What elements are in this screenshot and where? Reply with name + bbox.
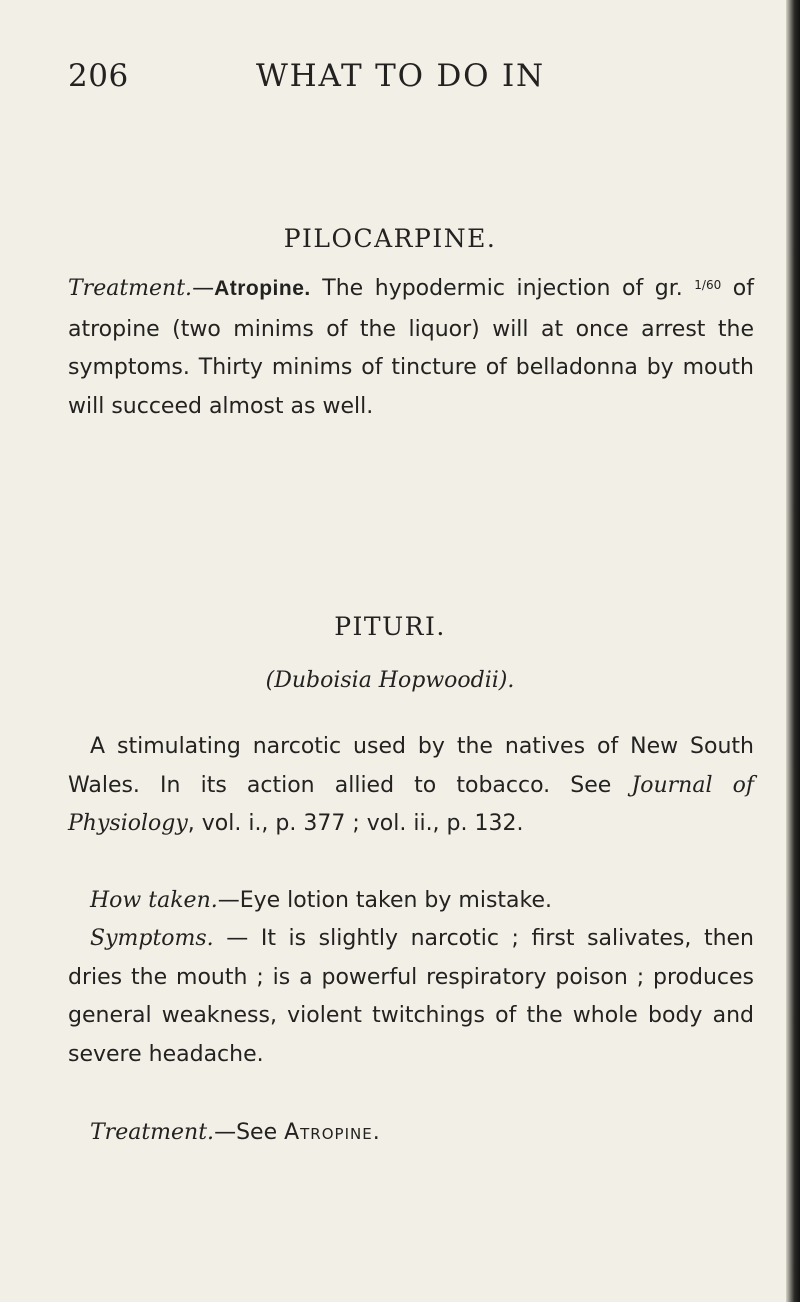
symptoms-text: — It is slightly narcotic ; first salivates, then dries the mouth ; is a powerful respiratory poison ; produces general weakness, violent twitchings of the whole body and severe headache. (68, 926, 754, 1067)
heading-pituri: PITURI. (334, 612, 446, 641)
treatment-label: Treatment. (90, 1120, 215, 1145)
treatment-reference: Atropine. (284, 1120, 381, 1145)
pituri-how-taken (68, 882, 754, 921)
description-text: A stimulating narcotic used by the natives of New South Wales. In its action allied to tobacco. See (68, 734, 754, 798)
symptoms-label: Symptoms. (90, 926, 214, 951)
dose-fraction: 1/60 (694, 278, 722, 292)
page-number: 206 (68, 58, 129, 94)
pituri-description (68, 728, 754, 844)
journal-reference: , vol. i., p. 377 ; vol. ii., p. 132. (187, 811, 524, 836)
how-taken-text: —Eye lotion taken by mistake. (217, 888, 552, 913)
heading-pilocarpine: PILOCARPINE. (283, 224, 497, 253)
running-head: WHAT TO DO IN (256, 58, 545, 94)
page-header (68, 58, 768, 98)
journal-title: Journal of Physiology (68, 772, 754, 836)
dash: — (192, 276, 215, 301)
pituri-symptoms (68, 920, 754, 1074)
pituri-botanical-name: (Duboisia Hopwoodii). (265, 668, 515, 693)
treatment-text: The hypodermic injection of gr. (310, 276, 695, 301)
how-taken-label: How taken. (90, 888, 218, 913)
remedy-name: Atropine. (214, 277, 311, 300)
pilocarpine-treatment (68, 270, 754, 426)
treatment-text: —See (214, 1120, 285, 1145)
book-spine-edge (786, 0, 800, 1302)
pituri-treatment (68, 1114, 754, 1153)
treatment-text-cont: of atropine (two minims of the liquor) will at once arrest the symptoms. Thirty minims of tincture of belladonna by mouth will succeed almost as well. (68, 276, 754, 419)
treatment-label: Treatment. (68, 276, 193, 301)
